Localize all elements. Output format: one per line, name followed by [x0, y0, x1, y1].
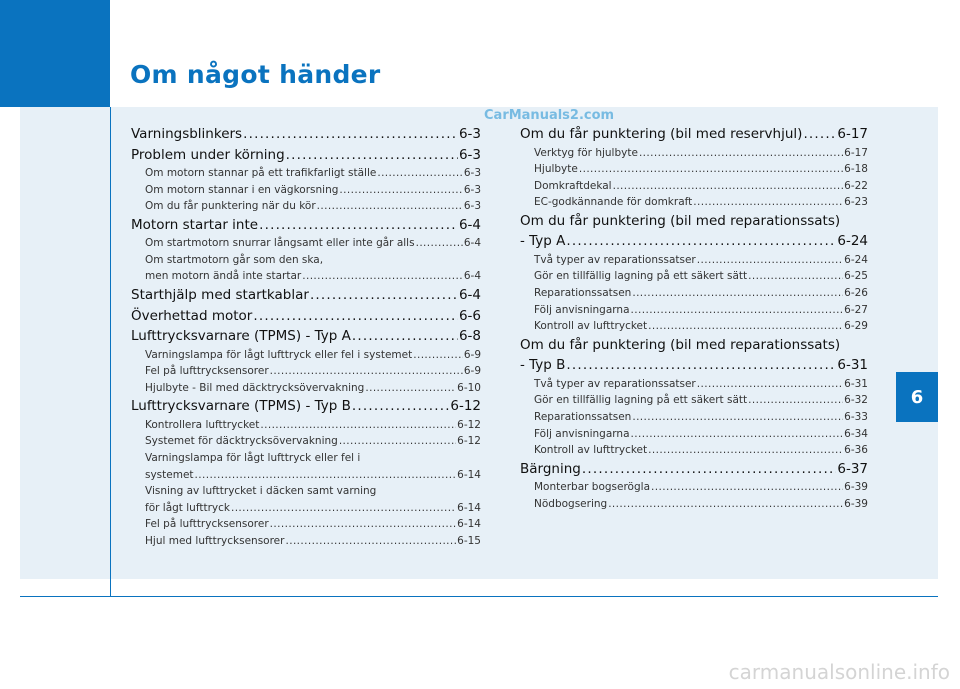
dot-leader: [339, 182, 462, 199]
toc-entry[interactable]: [520, 442, 868, 459]
toc-entry-page: 6-8: [458, 328, 481, 345]
toc-entry-page: 6-3: [463, 183, 481, 196]
toc-entry[interactable]: [131, 215, 481, 236]
toc-entry-label: Verktyg för hjulbyte: [534, 146, 638, 159]
dot-leader: [613, 178, 844, 195]
dot-leader: [416, 235, 463, 252]
toc-entry-label: Motorn startar inte: [131, 216, 259, 233]
toc-entry-page: 6-31: [837, 357, 868, 374]
toc-entry-label: Om startmotorn snurrar långsamt eller inte går alls: [145, 237, 415, 250]
toc-entry-label: Bärgning: [520, 460, 581, 477]
toc-entry-page: 6-22: [844, 179, 868, 192]
toc-entry-label: Varningsblinkers: [131, 126, 243, 142]
toc-entry-page: 6-14: [457, 518, 481, 531]
toc-entry[interactable]: [131, 165, 481, 182]
toc-entry-page: 6-12: [457, 418, 481, 431]
toc-entry[interactable]: [131, 380, 481, 397]
toc-entry[interactable]: [520, 479, 868, 496]
toc-entry-label: Gör en tillfällig lagning på ett säkert sätt: [534, 270, 748, 283]
toc-entry[interactable]: [131, 326, 481, 347]
toc-entry-label: Två typer av reparationssatser: [534, 253, 696, 266]
toc-entry-page: 6-27: [844, 303, 868, 316]
toc-entry-line[interactable]: Om du får punktering (bil med reparationssats): [520, 212, 841, 229]
dot-leader: [285, 533, 456, 550]
toc-entry-page: 6-31: [844, 377, 868, 390]
vertical-divider: [110, 107, 111, 597]
toc-entry[interactable]: [131, 306, 481, 327]
toc-entry-page: 6-34: [844, 427, 868, 440]
toc-entry-label: Lufttrycksvarnare (TPMS) - Typ A: [131, 328, 351, 345]
toc-entry-page: 6-3: [458, 126, 481, 142]
dot-leader: [748, 268, 843, 285]
toc-entry-label: Kontroll av lufttrycket: [534, 320, 648, 333]
toc-entry-page: 6-14: [457, 501, 481, 514]
horizontal-divider: [20, 596, 938, 597]
toc-entry-page: 6-36: [844, 444, 868, 457]
toc-entry[interactable]: [520, 426, 868, 443]
toc-entry-label: Fel på lufttrycksensorer: [145, 518, 269, 531]
dot-leader: [270, 363, 463, 380]
toc-entry[interactable]: [520, 178, 868, 195]
footer-watermark: carmanualsonline.info: [728, 660, 950, 684]
dot-leader: [648, 442, 843, 459]
toc-entry[interactable]: [131, 124, 481, 145]
toc-entry-line[interactable]: Om du får punktering (bil med reparationssats): [520, 336, 841, 353]
dot-leader: [579, 161, 843, 178]
dot-leader: [566, 231, 836, 252]
toc-entry[interactable]: [131, 516, 481, 533]
toc-entry-page: 6-9: [463, 365, 481, 378]
toc-entry-page: 6-37: [837, 460, 868, 477]
toc-entry-page: 6-14: [457, 468, 481, 481]
toc-entry-label: Problem under körning: [131, 146, 285, 163]
dot-leader: [365, 380, 456, 397]
toc-entry[interactable]: [520, 318, 868, 335]
toc-entry[interactable]: [131, 433, 481, 450]
toc-entry-label: Fel på lufttrycksensorer: [145, 365, 269, 378]
toc-entry-label: Följ anvisningarna: [534, 303, 630, 316]
toc-entry[interactable]: [131, 500, 481, 517]
dot-leader: [693, 194, 843, 211]
toc-entry-label: Domkraftdekal: [534, 179, 612, 192]
toc-entry-page: 6-32: [844, 394, 868, 407]
toc-entry[interactable]: [131, 467, 481, 484]
toc-entry-label: Om du får punktering (bil med reservhjul): [520, 126, 803, 142]
toc-entry[interactable]: [520, 161, 868, 178]
toc-entry-label: Hjulbyte - Bil med däcktrycksövervakning: [145, 381, 365, 394]
dot-leader: [582, 459, 837, 480]
dot-leader: [608, 496, 843, 513]
dot-leader: [639, 145, 843, 162]
toc-entry[interactable]: [131, 417, 481, 434]
toc-entry-page: 6-4: [463, 237, 481, 250]
toc-entry-page: 6-15: [457, 535, 481, 547]
toc-entry-page: 6-17: [837, 126, 868, 142]
dot-leader: [631, 302, 844, 319]
toc-entry[interactable]: [520, 285, 868, 302]
toc-entry-label: Kontroll av lufttrycket: [534, 444, 648, 457]
toc-entry-label: Om du får punktering när du kör: [145, 200, 316, 213]
toc-entry-label: Systemet för däcktrycksövervakning: [145, 435, 338, 448]
dot-leader: [270, 516, 456, 533]
toc-entry[interactable]: [131, 285, 481, 306]
toc-entry[interactable]: [131, 533, 481, 550]
toc-entry[interactable]: [520, 392, 868, 409]
dot-leader: [195, 467, 457, 484]
toc-entry-label: Följ anvisningarna: [534, 427, 630, 440]
toc-entry-page: 6-25: [844, 270, 868, 283]
toc-entry-page: 6-6: [458, 307, 481, 324]
toc-entry[interactable]: [131, 347, 481, 364]
dot-leader: [377, 165, 463, 182]
dot-leader: [302, 268, 463, 285]
dot-leader: [651, 479, 843, 496]
dot-leader: [632, 285, 843, 302]
toc-entry-page: 6-12: [457, 435, 481, 448]
toc-entry-page: 6-26: [844, 287, 868, 300]
dot-leader: [231, 500, 456, 517]
toc-entry-label: men motorn ändå inte startar: [145, 270, 302, 283]
toc-entry-label: systemet: [145, 468, 194, 481]
toc-entry-label: Om motorn stannar på ett trafikfarligt ställe: [145, 167, 377, 179]
dot-leader: [310, 285, 458, 306]
toc-entry-label: EC-godkännande för domkraft: [534, 196, 693, 209]
toc-entry-label: Hjulbyte: [534, 163, 578, 176]
toc-entry[interactable]: [520, 459, 868, 480]
corner-color-block: [0, 0, 110, 107]
toc-entry-page: 6-18: [844, 163, 868, 176]
toc-entry-page: 6-17: [844, 146, 868, 159]
toc-entry[interactable]: [131, 235, 481, 252]
dot-leader: [413, 347, 463, 364]
toc-entry-label: Reparationssatsen: [534, 411, 632, 424]
dot-leader: [697, 376, 843, 393]
toc-entry-page: 6-24: [837, 233, 868, 250]
toc-entry[interactable]: [520, 231, 868, 252]
toc-entry[interactable]: [131, 182, 481, 199]
toc-entry-page: 6-12: [450, 398, 481, 415]
page-title: Om något händer: [130, 60, 381, 89]
toc-entry-label: Starthjälp med startkablar: [131, 287, 309, 304]
toc-entry-page: 6-4: [458, 287, 481, 304]
toc-entry-page: 6-23: [844, 196, 868, 209]
toc-entry-label: - Typ B: [520, 357, 566, 374]
toc-entry-label: Varningslampa för lågt lufttryck eller fel i systemet: [145, 348, 413, 361]
toc-entry-page: 6-3: [458, 146, 481, 163]
toc-entry-page: 6-39: [844, 481, 868, 494]
toc-entry[interactable]: [520, 355, 868, 376]
dot-leader: [631, 426, 844, 443]
toc-entry[interactable]: [131, 396, 481, 417]
toc-entry-line[interactable]: Visning av lufttrycket i däcken samt varning: [145, 485, 377, 498]
toc-entry-label: Gör en tillfällig lagning på ett säkert sätt: [534, 394, 748, 407]
watermark-text: CarManuals2.com: [484, 108, 615, 123]
toc-entry[interactable]: [520, 268, 868, 285]
toc-entry-line[interactable]: Om startmotorn går som den ska,: [145, 253, 324, 266]
dot-leader: [253, 306, 458, 327]
toc-entry-label: Överhettad motor: [131, 307, 253, 324]
toc-entry[interactable]: [131, 145, 481, 166]
toc-entry-page: 6-4: [458, 216, 481, 233]
toc-entry-label: Reparationssatsen: [534, 287, 632, 300]
chapter-tab[interactable]: 6: [896, 372, 938, 422]
dot-leader: [352, 396, 450, 417]
toc-entry-label: för lågt lufttryck: [145, 501, 230, 514]
toc-left-column: [131, 124, 481, 550]
dot-leader: [748, 392, 843, 409]
toc-entry[interactable]: [520, 124, 868, 145]
toc-entry-page: 6-29: [844, 320, 868, 333]
toc-entry-page: 6-9: [463, 348, 481, 361]
toc-entry[interactable]: [520, 496, 868, 513]
toc-entry[interactable]: [520, 376, 868, 393]
toc-entry-page: 6-4: [463, 270, 481, 283]
toc-entry-label: Två typer av reparationssatser: [534, 377, 696, 390]
toc-entry-label: Om motorn stannar i en vägkorsning: [145, 183, 339, 196]
dot-leader: [803, 124, 836, 145]
toc-right-column: [520, 124, 868, 513]
toc-entry-page: 6-3: [463, 167, 481, 179]
dot-leader: [260, 417, 456, 434]
toc-entry-line[interactable]: Varningslampa för lågt lufttryck eller fel i: [145, 452, 361, 465]
dot-leader: [339, 433, 456, 450]
toc-entry-label: Monterbar bogserögla: [534, 481, 650, 494]
toc-entry[interactable]: [520, 252, 868, 269]
toc-entry-page: 6-33: [844, 411, 868, 424]
dot-leader: [697, 252, 843, 269]
toc-entry-label: Lufttrycksvarnare (TPMS) - Typ B: [131, 398, 351, 415]
toc-entry[interactable]: [520, 409, 868, 426]
toc-entry[interactable]: [131, 198, 481, 215]
toc-entry[interactable]: [520, 194, 868, 211]
dot-leader: [352, 326, 458, 347]
toc-entry-label: Hjul med lufttrycksensorer: [145, 535, 285, 547]
dot-leader: [566, 355, 836, 376]
dot-leader: [317, 198, 463, 215]
toc-entry[interactable]: [131, 268, 481, 285]
dot-leader: [632, 409, 843, 426]
toc-entry-page: 6-10: [457, 381, 481, 394]
toc-entry-page: 6-3: [463, 200, 481, 213]
toc-entry-page: 6-39: [844, 497, 868, 510]
toc-entry[interactable]: [520, 302, 868, 319]
dot-leader: [648, 318, 843, 335]
dot-leader: [286, 145, 458, 166]
toc-entry[interactable]: [520, 145, 868, 162]
toc-entry-label: Nödbogsering: [534, 497, 608, 510]
toc-entry[interactable]: [131, 363, 481, 380]
toc-entry-page: 6-24: [844, 253, 868, 266]
toc-entry-label: Kontrollera lufttrycket: [145, 418, 260, 431]
dot-leader: [243, 124, 458, 145]
toc-entry-label: - Typ A: [520, 233, 566, 250]
dot-leader: [259, 215, 458, 236]
